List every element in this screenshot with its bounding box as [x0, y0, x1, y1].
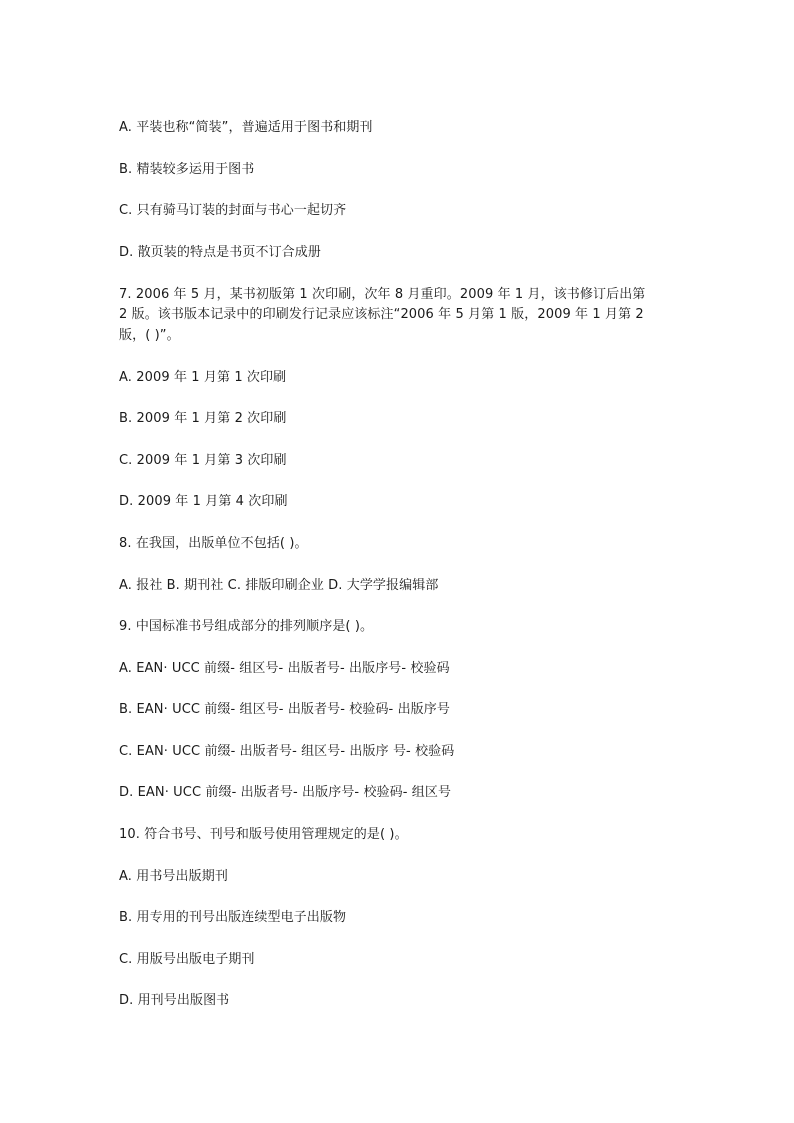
q6-option-b: B. 精装较多运用于图书: [119, 162, 255, 177]
q8-stem: 8. 在我国，出版单位不包括( )。: [119, 536, 308, 551]
q10-stem: 10. 符合书号、刊号和版号使用管理规定的是( )。: [119, 827, 408, 842]
q7-stem-line-2: 2 版。该书版本记录中的印刷发行记录应该标注“2006 年 5 月第 1 版，2009 年 1 月第 2: [119, 307, 644, 322]
q7-option-a: A. 2009 年 1 月第 1 次印刷: [119, 370, 287, 385]
q10-option-d: D. 用刊号出版图书: [119, 993, 230, 1008]
q7-option-c: C. 2009 年 1 月第 3 次印刷: [119, 453, 287, 468]
q6-option-c: C. 只有骑马订装的封面与书心一起切齐: [119, 203, 347, 218]
q9-option-c: C. EAN· UCC 前缀- 出版者号- 组区号- 出版序 号- 校验码: [119, 744, 455, 759]
q10-option-c: C. 用版号出版电子期刊: [119, 952, 255, 967]
q9-stem: 9. 中国标准书号组成部分的排列顺序是( )。: [119, 619, 374, 634]
q9-option-d: D. EAN· UCC 前缀- 出版者号- 出版序号- 校验码- 组区号: [119, 785, 452, 800]
q9-option-a: A. EAN· UCC 前缀- 组区号- 出版者号- 出版序号- 校验码: [119, 661, 450, 676]
q8-options: A. 报社 B. 期刊社 C. 排版印刷企业 D. 大学学报编辑部: [119, 578, 439, 593]
q10-option-a: A. 用书号出版期刊: [119, 869, 228, 884]
q7-stem-line-1: 7. 2006 年 5 月，某书初版第 1 次印刷，次年 8 月重印。2009 年 1 月，该书修订后出第: [119, 287, 646, 302]
q10-option-b: B. 用专用的刊号出版连续型电子出版物: [119, 910, 347, 925]
q7-option-b: B. 2009 年 1 月第 2 次印刷: [119, 411, 287, 426]
q7-stem-line-3: 版，( )”。: [119, 328, 180, 343]
q6-option-d: D. 散页装的特点是书页不订合成册: [119, 245, 321, 260]
q9-option-b: B. EAN· UCC 前缀- 组区号- 出版者号- 校验码- 出版序号: [119, 702, 450, 717]
q7-option-d: D. 2009 年 1 月第 4 次印刷: [119, 494, 288, 509]
q6-option-a: A. 平装也称“简装”，普遍适用于图书和期刊: [119, 120, 373, 135]
